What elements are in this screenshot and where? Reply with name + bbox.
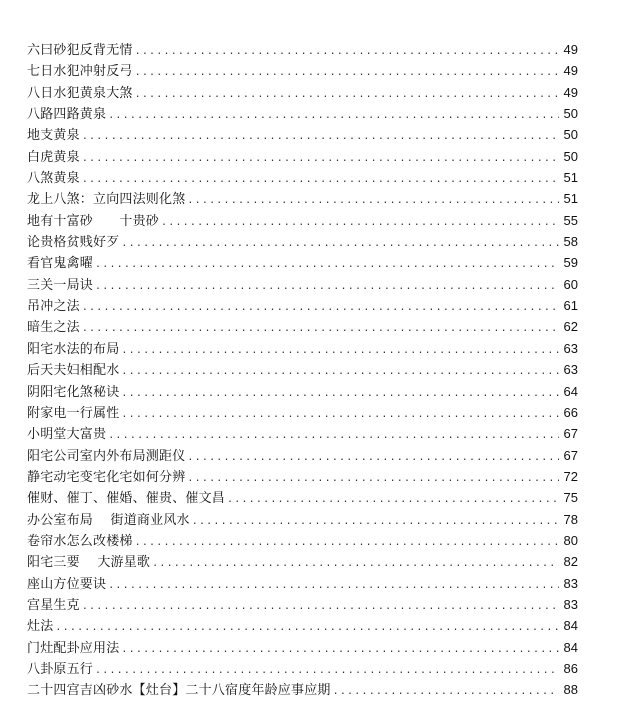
dot-leader <box>135 532 559 553</box>
toc-entry[interactable] <box>27 423 578 444</box>
toc-entry[interactable] <box>27 658 578 679</box>
toc-entry-page-number: 88 <box>563 682 578 698</box>
toc-entry[interactable] <box>27 210 578 231</box>
toc-entry-page-number: 50 <box>563 106 578 122</box>
toc-entry-title: 二十四宫吉凶砂水【灶台】二十八宿度年龄应事应期 <box>27 683 331 699</box>
toc-entry[interactable] <box>27 103 578 124</box>
dot-leader <box>187 190 559 211</box>
toc-entry-page-number: 63 <box>563 362 578 378</box>
dot-leader <box>82 297 559 318</box>
dot-leader <box>187 447 559 468</box>
toc-entry-page-number: 83 <box>563 575 578 591</box>
toc-entry[interactable] <box>27 487 578 508</box>
toc-entry-page-number: 62 <box>563 319 578 335</box>
dot-leader <box>227 489 559 510</box>
dot-leader <box>121 404 559 425</box>
dot-leader <box>121 383 559 404</box>
dot-leader <box>121 639 559 660</box>
toc-entry-title: 后天夫妇相配水 <box>27 363 120 379</box>
toc-entry-page-number: 50 <box>563 148 578 164</box>
toc-entry[interactable] <box>27 466 578 487</box>
dot-leader <box>55 617 559 638</box>
toc-entry[interactable] <box>27 573 578 594</box>
toc-entry-title: 八卦原五行 <box>27 661 94 677</box>
toc-entry[interactable] <box>27 60 578 81</box>
toc-entry-title: 龙上八煞：立向四法则化煞 <box>27 192 186 208</box>
toc-entry-title: 门灶配卦应用法 <box>27 640 120 656</box>
toc-entry[interactable] <box>27 188 578 209</box>
toc-entry-page-number: 64 <box>563 383 578 399</box>
toc-entry[interactable] <box>27 530 578 551</box>
toc-entry[interactable] <box>27 231 578 252</box>
dot-leader <box>135 84 559 105</box>
dot-leader <box>82 148 559 169</box>
dot-leader <box>187 468 559 489</box>
toc-entry-page-number: 51 <box>563 170 578 186</box>
toc-entry-page-number: 50 <box>563 127 578 143</box>
toc-entry-page-number: 84 <box>563 618 578 634</box>
toc-entry-title: 六曰砂犯反背无情 <box>27 43 133 58</box>
toc-entry-title: 卷帘水怎么改楼梯 <box>27 533 133 549</box>
dot-leader <box>121 340 559 361</box>
dot-leader <box>95 660 559 681</box>
toc-entry-title: 灶法 <box>27 619 54 635</box>
toc-entry[interactable] <box>27 82 578 103</box>
toc-entry-title: 座山方位要诀 <box>27 576 107 592</box>
dot-leader <box>108 575 559 596</box>
toc-entry-page-number: 86 <box>563 660 578 676</box>
toc-entry[interactable] <box>27 39 578 60</box>
toc-entry-title: 办公室布局 街道商业风水 <box>27 512 190 528</box>
toc-entry[interactable] <box>27 615 578 636</box>
toc-entry-page-number: 61 <box>563 298 578 314</box>
dot-leader <box>135 41 559 62</box>
toc-entry-title: 催财、催丁、催婚、催贵、催文昌 <box>27 491 226 507</box>
toc-entry-page-number: 84 <box>563 639 578 655</box>
toc-entry[interactable] <box>27 167 578 188</box>
toc-entry-page-number: 80 <box>563 532 578 548</box>
toc-entry-page-number: 51 <box>563 191 578 207</box>
toc-entry-page-number: 66 <box>563 404 578 420</box>
toc-entry-page-number: 60 <box>563 276 578 292</box>
dot-leader <box>95 254 559 275</box>
dot-leader <box>121 361 559 382</box>
toc-entry[interactable] <box>27 252 578 273</box>
toc-entry-title: 宫星生克 <box>27 597 80 613</box>
toc-entry[interactable] <box>27 679 578 700</box>
toc-entry[interactable] <box>27 295 578 316</box>
toc-entry[interactable] <box>27 359 578 380</box>
toc-entry[interactable] <box>27 381 578 402</box>
toc-entry-page-number: 49 <box>563 42 578 57</box>
toc-entry-title: 阳宅三要 大游星歌 <box>27 555 151 571</box>
toc-entry[interactable] <box>27 594 578 615</box>
toc-entry-title: 八日水犯黄泉大煞 <box>27 85 133 101</box>
dot-leader <box>333 681 559 702</box>
dot-leader <box>161 212 559 233</box>
toc-entry-title: 地有十富砂 十贵砂 <box>27 213 160 229</box>
toc-entry-title: 阳宅公司室内外布局测距仪 <box>27 448 186 464</box>
toc-entry-title: 地支黄泉 <box>27 128 80 144</box>
toc-entry[interactable] <box>27 274 578 295</box>
table-of-contents <box>27 39 578 701</box>
dot-leader <box>82 318 559 339</box>
toc-entry[interactable] <box>27 146 578 167</box>
toc-entry-title: 暗生之法 <box>27 320 80 336</box>
toc-entry[interactable] <box>27 124 578 145</box>
toc-entry-title: 附家电一行属性 <box>27 405 120 421</box>
dot-leader <box>121 233 559 254</box>
toc-entry-title: 白虎黄泉 <box>27 149 80 165</box>
toc-entry-page-number: 72 <box>563 468 578 484</box>
toc-entry[interactable] <box>27 509 578 530</box>
dot-leader <box>82 596 559 617</box>
toc-entry-title: 阴阳宅化煞秘诀 <box>27 384 120 400</box>
toc-entry[interactable] <box>27 338 578 359</box>
toc-entry-page-number: 83 <box>563 596 578 612</box>
toc-entry-page-number: 49 <box>563 84 578 100</box>
toc-entry-title: 看官鬼禽曜 <box>27 256 94 272</box>
toc-entry[interactable] <box>27 637 578 658</box>
toc-entry-title: 阳宅水法的布局 <box>27 341 120 357</box>
toc-entry-page-number: 82 <box>563 554 578 570</box>
dot-leader <box>152 553 559 574</box>
toc-entry[interactable] <box>27 402 578 423</box>
toc-entry-page-number: 59 <box>563 255 578 271</box>
toc-entry-title: 七日水犯冲射反弓 <box>27 64 133 80</box>
toc-entry[interactable] <box>27 316 578 337</box>
dot-leader <box>108 105 559 126</box>
toc-entry-title: 八路四路黄泉 <box>27 107 107 123</box>
toc-entry-title: 八煞黄泉 <box>27 171 80 187</box>
toc-entry-page-number: 49 <box>563 63 578 79</box>
dot-leader <box>192 511 559 532</box>
toc-entry-title: 静宅动宅变宅化宅如何分辨 <box>27 469 186 485</box>
dot-leader <box>108 425 559 446</box>
dot-leader <box>82 126 559 147</box>
dot-leader <box>135 62 559 83</box>
toc-entry-title: 论贵格贫贱好歹 <box>27 235 120 251</box>
toc-entry-title: 小明堂大富贵 <box>27 427 107 443</box>
toc-entry-title: 三关一局诀 <box>27 277 94 293</box>
toc-entry-page-number: 63 <box>563 340 578 356</box>
toc-entry-page-number: 58 <box>563 234 578 250</box>
toc-entry[interactable] <box>27 445 578 466</box>
toc-entry-page-number: 78 <box>563 511 578 527</box>
toc-entry-page-number: 67 <box>563 447 578 463</box>
dot-leader <box>95 276 559 297</box>
toc-entry-page-number: 67 <box>563 426 578 442</box>
dot-leader <box>82 169 559 190</box>
toc-entry-title: 吊冲之法 <box>27 299 80 315</box>
toc-entry[interactable] <box>27 551 578 572</box>
toc-entry-page-number: 55 <box>563 212 578 228</box>
toc-entry-page-number: 75 <box>563 490 578 506</box>
